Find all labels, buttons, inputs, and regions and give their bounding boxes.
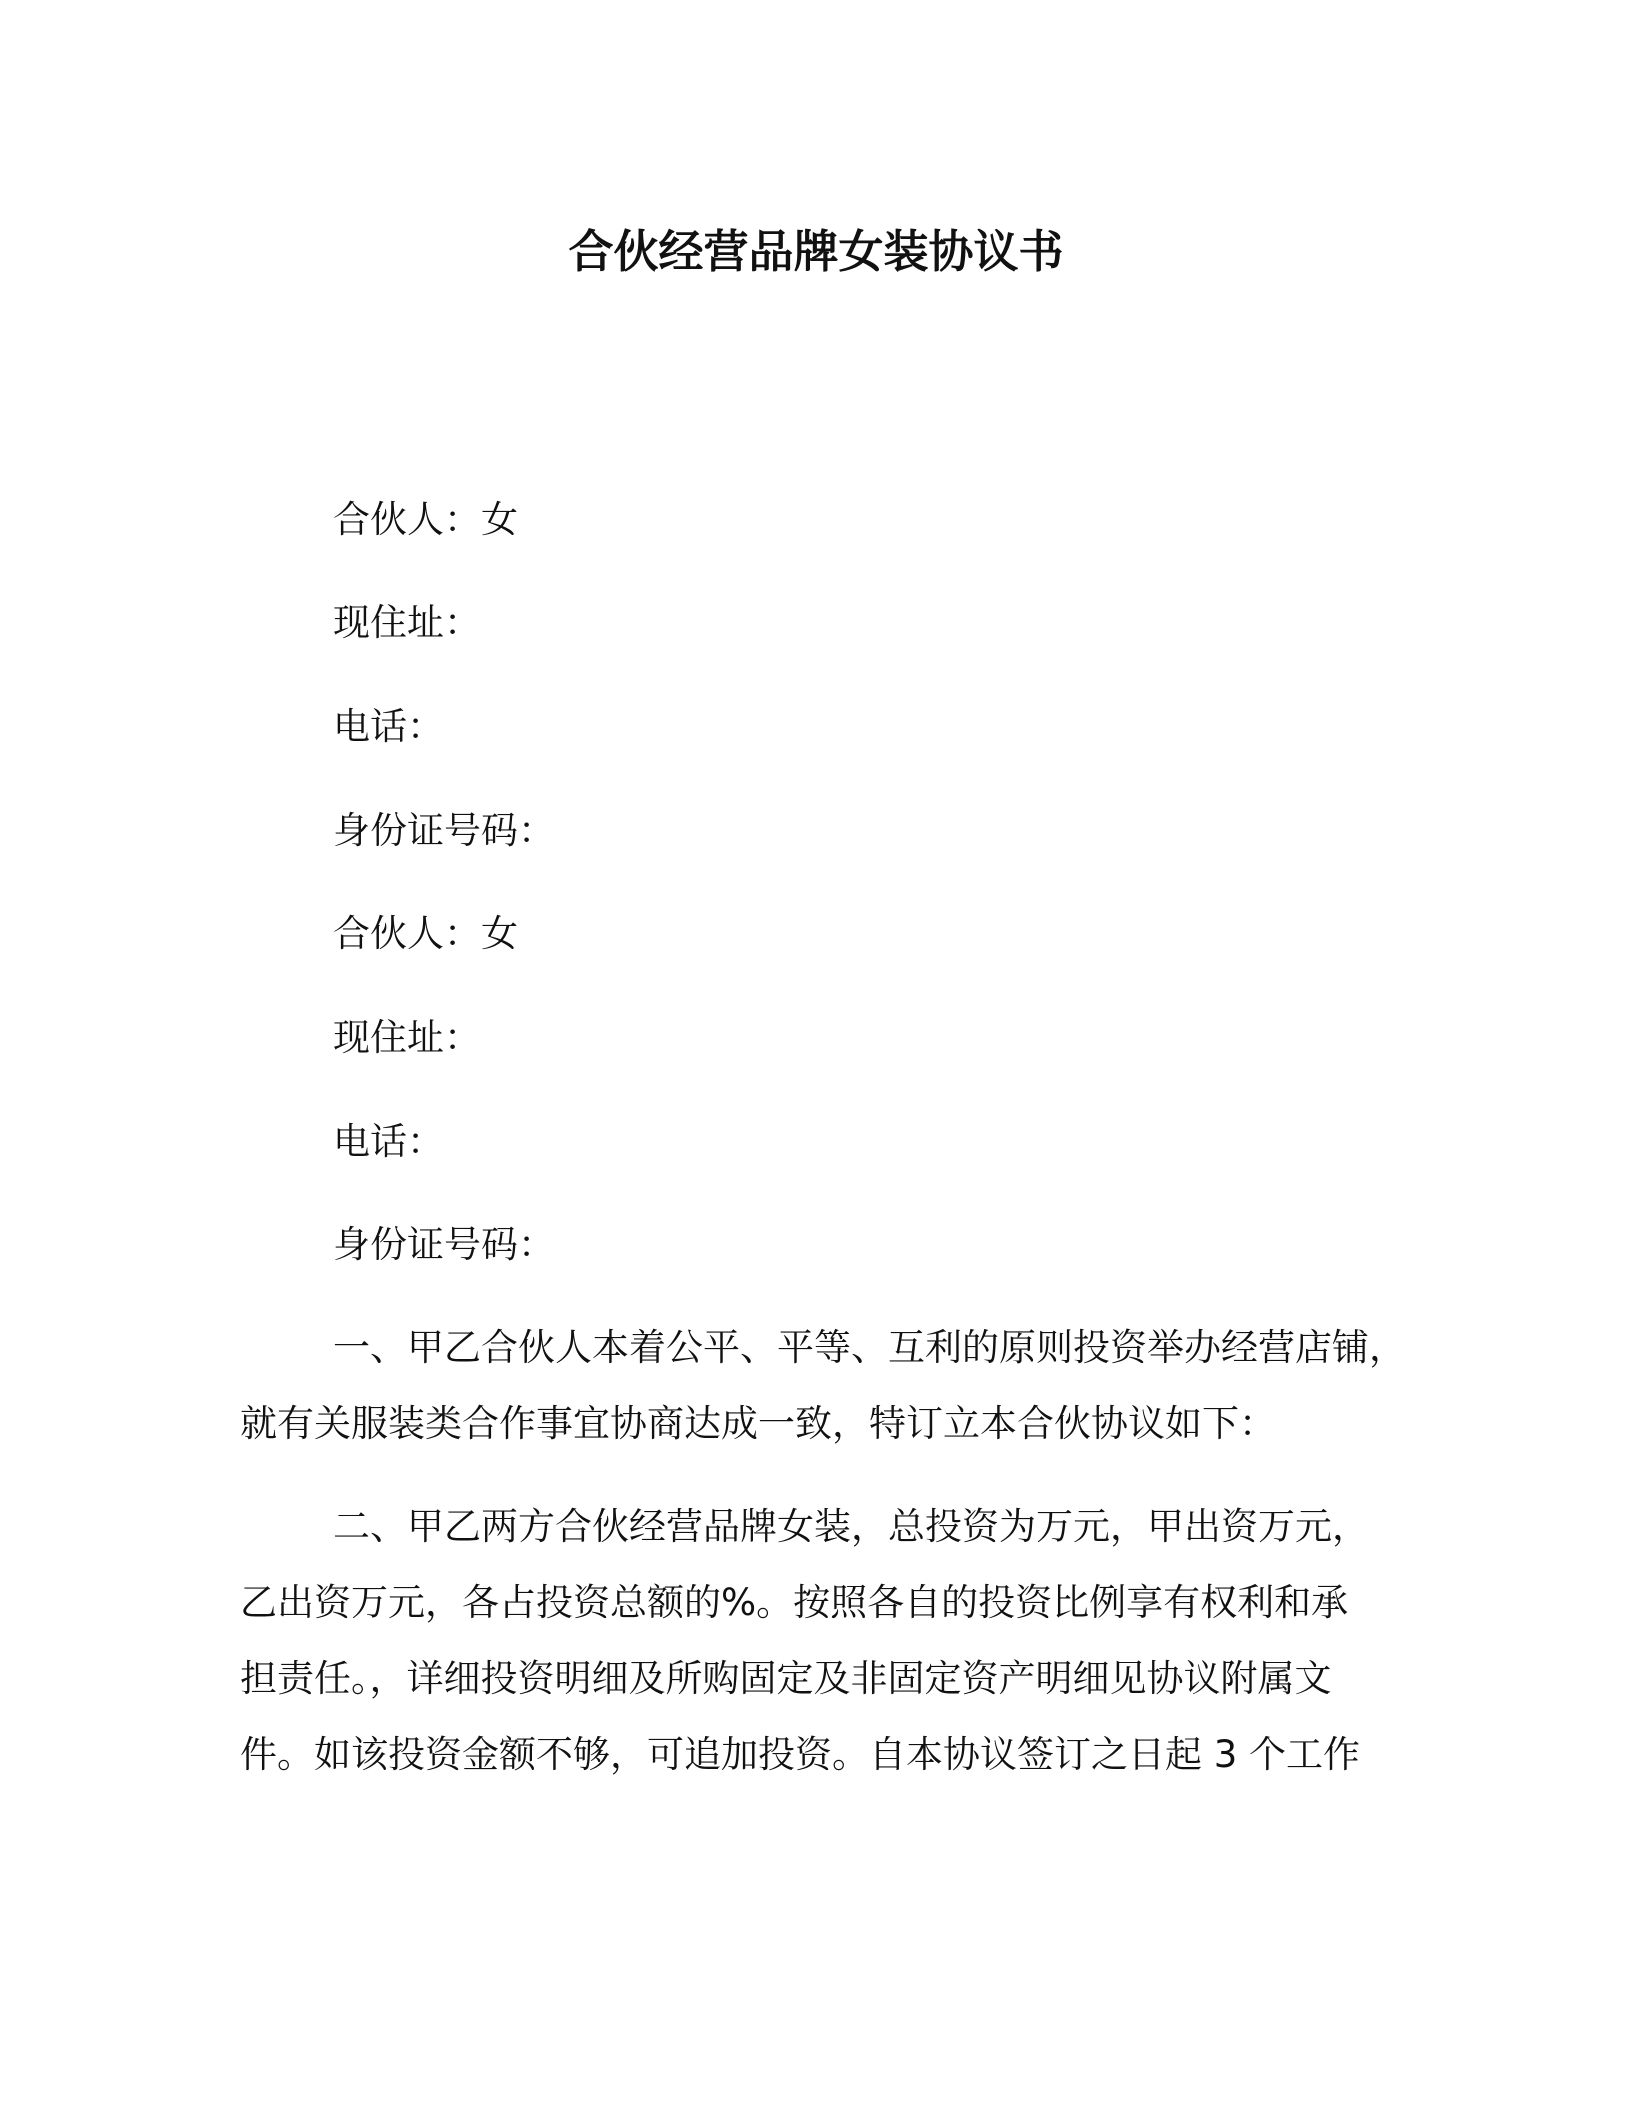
document-title: 合伙经营品牌女装协议书 [568,225,1064,278]
partner-b-phone: 电话： [333,1120,444,1163]
clause-2-line-3: 担责任。，详细投资明细及所购固定及非固定资产明细见协议附属文 [240,1657,1332,1700]
partner-b-name: 合伙人：女 [333,912,518,955]
partner-a-name: 合伙人：女 [333,498,518,541]
clause-2 [240,1489,1410,1793]
partner-a-phone: 电话： [333,705,444,748]
partner-b-id-number: 身份证号码： [333,1223,555,1266]
partner-a-id-number: 身份证号码： [333,809,555,852]
partner-b-address: 现住址： [333,1016,481,1059]
clause-2-line-4: 件。如该投资金额不够，可追加投资。自本协议签订之日起 3 个工作 [240,1733,1361,1776]
clause-2-line-1: 二、甲乙两方合伙经营品牌女装，总投资为万元，甲出资万元， [333,1505,1369,1548]
clause-1 [240,1310,1410,1462]
partner-a-address: 现住址： [333,601,481,644]
clause-2-line-2: 乙出资万元，各占投资总额的%。按照各自的投资比例享有权利和承 [240,1581,1349,1624]
clause-1-line-1: 一、甲乙合伙人本着公平、平等、互利的原则投资举办经营店铺， [333,1326,1406,1369]
clause-1-line-2: 就有关服装类合作事宜协商达成一致，特订立本合伙协议如下： [240,1402,1276,1445]
